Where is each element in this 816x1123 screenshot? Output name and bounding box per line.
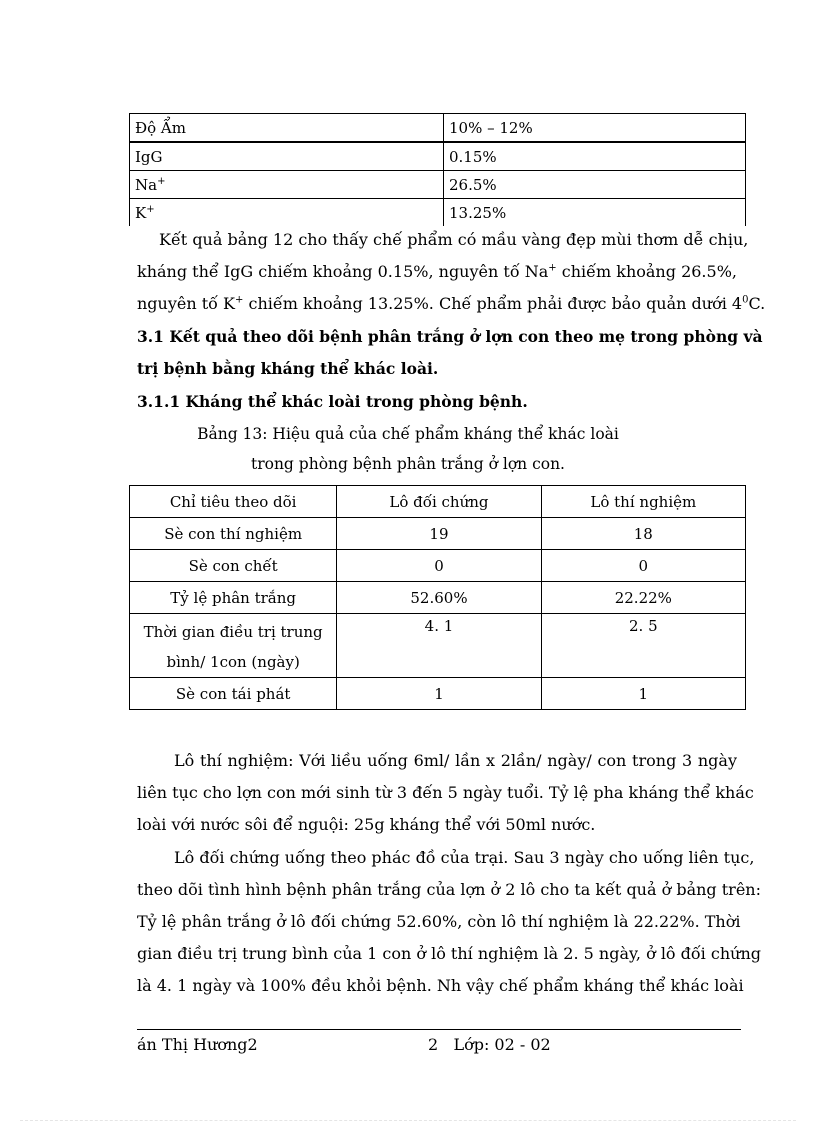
table-cell-value: 13.25%	[444, 199, 746, 227]
section-heading-3-1-cont: trị bệnh bằng kháng thể khác loài.	[137, 359, 439, 378]
footer-page-info	[428, 1035, 551, 1054]
text-line	[137, 256, 737, 288]
table-row	[130, 114, 746, 143]
composition-table	[129, 113, 746, 226]
text-run: kháng thể IgG chiếm khoảng 0.15%, nguyên tố Na	[137, 262, 549, 281]
column-header: Lô đối chứng	[337, 486, 541, 518]
text-line: Kết quả bảng 12 cho thấy chế phẩm có mầu vàng đẹp mùi thơm dễ chịu,	[159, 230, 749, 249]
table-cell: 18	[541, 518, 745, 550]
table-cell: 52.60%	[337, 582, 541, 614]
cell-line: bình/ 1con (ngày)	[166, 653, 300, 671]
superscript: +	[548, 262, 557, 274]
table-cell	[130, 614, 337, 678]
table-cell-value: 26.5%	[444, 171, 746, 199]
table-cell: 2. 5	[541, 614, 745, 678]
table-cell-label	[130, 199, 444, 227]
superscript: +	[235, 294, 244, 306]
table-row	[130, 550, 746, 582]
cell-line: Thời gian điều trị trung	[143, 623, 323, 641]
text-line: liên tục cho lợn con mới sinh từ 3 đến 5 ngày tuổi. Tỷ lệ pha kháng thể khác	[137, 783, 754, 802]
text-run: chiếm khoảng 13.25%. Chế phẩm phải được bảo quản dưới 4	[243, 294, 743, 313]
column-header: Lô thí nghiệm	[541, 486, 745, 518]
label-base: K	[135, 203, 147, 222]
label-superscript: +	[146, 203, 155, 215]
table-cell: Sè con tái phát	[130, 678, 337, 710]
table-cell: Sè con chết	[130, 550, 337, 582]
class-label: Lớp: 02 - 02	[453, 1035, 551, 1054]
label-superscript: +	[157, 175, 166, 187]
table-cell: 1	[337, 678, 541, 710]
table-cell: 0	[541, 550, 745, 582]
table-caption-cont: trong phòng bệnh phân trắng ở lợn con.	[250, 455, 565, 473]
table-cell: 1	[541, 678, 745, 710]
table-row	[130, 171, 746, 199]
table-cell: 19	[337, 518, 541, 550]
paragraph-results-summary	[137, 224, 766, 320]
table-cell: 22.22%	[541, 582, 745, 614]
table-cell-value: 0.15%	[444, 142, 746, 171]
superscript: 0	[742, 294, 749, 306]
footer-divider	[137, 1029, 741, 1030]
text-line: gian điều trị trung bình của 1 con ở lô thí nghiệm là 2. 5 ngày, ở lô đối chứng	[137, 944, 761, 963]
table-header-row	[130, 486, 746, 518]
page-edge	[20, 1120, 796, 1121]
paragraph-experiment-lot	[137, 745, 754, 841]
text-line: theo dõi tình hình bệnh phân trắng của lợn ở 2 lô cho ta kết quả ở bảng trên:	[137, 880, 761, 899]
table-caption: Bảng 13: Hiệu quả của chế phẩm kháng thể khác loài	[197, 425, 619, 443]
footer-author: án Thị Hương2	[137, 1035, 258, 1054]
table-row	[130, 582, 746, 614]
table-row	[130, 142, 746, 171]
label-base: Na	[135, 175, 158, 194]
text-run: nguyên tố K	[137, 294, 236, 313]
table-row	[130, 678, 746, 710]
text-line	[137, 288, 766, 320]
text-line: Lô thí nghiệm: Với liều uống 6ml/ lần x 2lần/ ngày/ con trong 3 ngày	[174, 751, 737, 770]
section-heading-3-1: 3.1 Kết quả theo dõi bệnh phân trắng ở lợn con theo mẹ trong phòng và	[137, 327, 763, 346]
results-table	[129, 485, 746, 710]
table-cell-label: Độ Ẩm	[130, 114, 444, 143]
paragraph-control-lot	[137, 842, 761, 1002]
text-line: là 4. 1 ngày và 100% đều khỏi bệnh. Nh vậy chế phẩm kháng thể khác loài	[137, 976, 744, 995]
text-run: chiếm khoảng 26.5%,	[556, 262, 737, 281]
column-header: Chỉ tiêu theo dõi	[130, 486, 337, 518]
table-row	[130, 518, 746, 550]
table-cell-value: 10% – 12%	[444, 114, 746, 143]
table-row	[130, 614, 746, 678]
table-cell: Tỷ lệ phân trắng	[130, 582, 337, 614]
page-number: 2	[428, 1035, 439, 1054]
text-line: Lô đối chứng uống theo phác đồ của trại. Sau 3 ngày cho uống liên tục,	[174, 848, 755, 867]
table-cell-label	[130, 171, 444, 199]
text-run: C.	[748, 294, 766, 313]
table-cell: 0	[337, 550, 541, 582]
section-heading-3-1-1: 3.1.1 Kháng thể khác loài trong phòng bệnh.	[137, 392, 528, 411]
table-cell: 4. 1	[337, 614, 541, 678]
table-cell-label: IgG	[130, 142, 444, 171]
text-line: Tỷ lệ phân trắng ở lô đối chứng 52.60%, còn lô thí nghiệm là 22.22%. Thời	[137, 912, 741, 931]
table-cell: Sè con thí nghiệm	[130, 518, 337, 550]
table-row	[130, 199, 746, 227]
text-line: loài với nước sôi để nguội: 25g kháng thể với 50ml nước.	[137, 815, 596, 834]
